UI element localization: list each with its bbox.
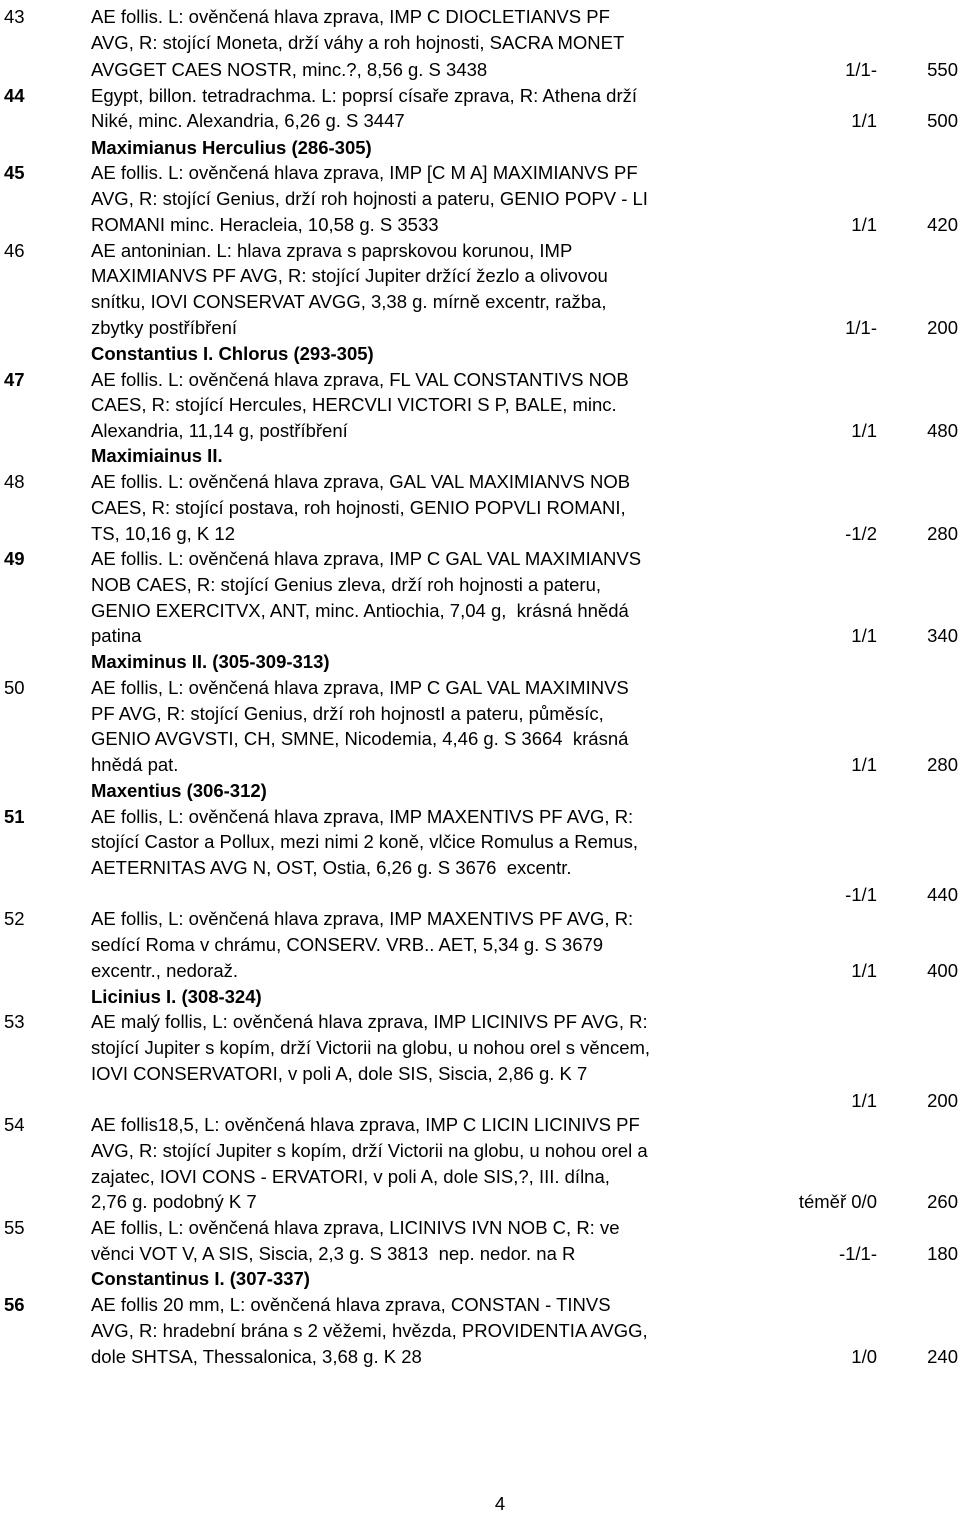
description-line: AE follis, L: ověnčená hlava zprava, IMP C GAL VAL MAXIMINVS <box>91 676 629 698</box>
description-line: hnědá pat. <box>91 753 179 775</box>
lot-price: 550 <box>927 58 958 80</box>
description-line: snítku, IOVI CONSERVAT AVGG, 3,38 g. mírně excentr, ražba, <box>91 291 607 313</box>
lot-grade: 1/1 <box>851 110 877 132</box>
lot-price: 280 <box>927 522 958 544</box>
lot-grade: 1/1 <box>851 959 877 981</box>
description-line: NOB CAES, R: stojící Genius zleva, drží roh hojnosti a pateru, <box>91 573 601 595</box>
lot-price: 200 <box>927 1089 958 1111</box>
lot-grade: 1/0 <box>851 1345 877 1367</box>
description-line: AE malý follis, L: ověnčená hlava zprava, IMP LICINIVS PF AVG, R: <box>91 1011 648 1033</box>
description-line: AE follis. L: ověnčená hlava zprava, IMP C GAL VAL MAXIMIANVS <box>91 548 642 569</box>
lot-number: 56 <box>4 1294 25 1316</box>
description-line: AE follis. L: ověnčená hlava zprava, FL VAL CONSTANTIVS NOB <box>91 368 629 390</box>
description-line: AE follis. L: ověnčená hlava zprava, GAL VAL MAXIMIANVS NOB <box>91 471 631 492</box>
description-line: AE follis 20 mm, L: ověnčená hlava zprava, CONSTAN - TINVS <box>91 1294 611 1316</box>
section-heading: Maximianus Herculius (286-305) <box>91 136 372 158</box>
lot-price: 480 <box>927 419 958 441</box>
lot-price: 180 <box>927 1242 958 1264</box>
description-line: GENIO AVGVSTI, CH, SMNE, Nicodemia, 4,46 g. S 3664 krásná <box>91 728 629 750</box>
description-line: patina <box>91 625 142 647</box>
description-line: ROMANI minc. Heracleia, 10,58 g. S 3533 <box>91 213 439 235</box>
lot-number: 49 <box>4 548 25 569</box>
lot-number: 54 <box>4 1114 25 1136</box>
lot-price: 340 <box>927 625 958 647</box>
lot-price: 420 <box>927 213 958 235</box>
section-heading: Licinius I. (308-324) <box>91 985 262 1007</box>
lot-number: 50 <box>4 676 25 698</box>
lot-grade: 1/1 <box>851 1089 877 1111</box>
lot-number: 51 <box>4 805 25 827</box>
description-line: 2,76 g. podobný K 7 <box>91 1191 257 1213</box>
description-line: AVG, R: stojící Genius, drží roh hojnosti a pateru, GENIO POPV - LI <box>91 188 648 210</box>
lot-price: 500 <box>927 110 958 132</box>
description-line: IOVI CONSERVATORI, v poli A, dole SIS, Siscia, 2,86 g. K 7 <box>91 1062 588 1084</box>
description-line: TS, 10,16 g, K 12 <box>91 522 235 544</box>
lot-grade: 1/1- <box>845 58 877 80</box>
description-line: excentr., nedoraž. <box>91 959 239 981</box>
lot-grade: -1/2 <box>845 522 877 544</box>
lot-grade: 1/1- <box>845 316 877 338</box>
lot-number: 45 <box>4 162 25 184</box>
lot-number: 53 <box>4 1011 25 1033</box>
lot-number: 43 <box>4 6 25 27</box>
description-line: PF AVG, R: stojící Genius, drží roh hojnostI a pateru, půměsíc, <box>91 702 604 724</box>
lot-grade: -1/1 <box>845 883 877 905</box>
description-line: AVG, R: hradební brána s 2 věžemi, hvězda, PROVIDENTIA AVGG, <box>91 1319 648 1341</box>
lot-price: 200 <box>927 316 958 338</box>
lot-grade: -1/1- <box>838 1242 877 1264</box>
section-heading: Maximinus II. (305-309-313) <box>91 651 330 673</box>
description-line: AE follis18,5, L: ověnčená hlava zprava, IMP C LICIN LICINIVS PF <box>91 1114 640 1136</box>
description-line: AE follis, L: ověnčená hlava zprava, IMP MAXENTIVS PF AVG, R: <box>91 908 634 930</box>
description-line: AE antoninian. L: hlava zprava s paprskovou korunou, IMP <box>91 239 573 261</box>
page-number: 4 <box>494 1493 506 1514</box>
description-line: Egypt, billon. tetradrachma. L: poprsí císaře zprava, R: Athena drží <box>91 85 638 107</box>
description-line: dole SHTSA, Thessalonica, 3,68 g. K 28 <box>91 1345 422 1367</box>
description-line: stojící Jupiter s kopím, drží Victorii na globu, u nohou orel s věncem, <box>91 1036 651 1058</box>
lot-number: 55 <box>4 1216 25 1238</box>
description-line: AETERNITAS AVG N, OST, Ostia, 6,26 g. S 3676 excentr. <box>91 856 572 878</box>
section-heading: Constantinus I. (307-337) <box>91 1268 310 1290</box>
lot-grade: 1/1 <box>851 625 877 647</box>
lot-number: 44 <box>4 85 25 107</box>
description-line: Niké, minc. Alexandria, 6,26 g. S 3447 <box>91 110 405 132</box>
description-line: CAES, R: stojící postava, roh hojnosti, GENIO POPVLI ROMANI, <box>91 496 626 518</box>
description-line: Alexandria, 11,14 g, postříbření <box>91 419 348 441</box>
lot-price: 240 <box>927 1345 958 1367</box>
description-line: AVG, R: stojící Jupiter s kopím, drží Victorii na globu, u nohou orel a <box>91 1139 648 1161</box>
description-line: GENIO EXERCITVX, ANT, minc. Antiochia, 7,04 g, krásná hnědá <box>91 599 629 621</box>
description-line: AE follis. L: ověnčená hlava zprava, IMP [C M A] MAXIMIANVS PF <box>91 162 638 184</box>
description-line: AE follis, L: ověnčená hlava zprava, IMP MAXENTIVS PF AVG, R: <box>91 805 634 827</box>
lot-price: 280 <box>927 753 958 775</box>
lot-grade: 1/1 <box>851 213 877 235</box>
lot-grade: 1/1 <box>851 753 877 775</box>
description-line: AE follis, L: ověnčená hlava zprava, LICINIVS IVN NOB C, R: ve <box>91 1216 620 1238</box>
lot-number: 48 <box>4 471 25 492</box>
lot-grade: téměř 0/0 <box>798 1191 877 1213</box>
lot-grade: 1/1 <box>851 419 877 441</box>
description-line: AE follis. L: ověnčená hlava zprava, IMP C DIOCLETIANVS PF <box>91 6 610 27</box>
lot-price: 260 <box>927 1191 958 1213</box>
section-heading: Constantius I. Chlorus (293-305) <box>91 342 374 364</box>
description-line: AVG, R: stojící Moneta, drží váhy a roh hojnosti, SACRA MONET <box>91 31 625 53</box>
description-line: zbytky postříbření <box>91 316 238 338</box>
description-line: věnci VOT V, A SIS, Siscia, 2,3 g. S 3813 nep. nedor. na R <box>91 1242 576 1264</box>
description-line: AVGGET CAES NOSTR, minc.?, 8,56 g. S 3438 <box>91 58 488 80</box>
section-heading: Maximiainus II. <box>91 445 223 467</box>
lot-price: 400 <box>927 959 958 981</box>
section-heading: Maxentius (306-312) <box>91 779 267 801</box>
lot-number: 52 <box>4 908 25 930</box>
description-line: stojící Castor a Pollux, mezi nimi 2 koně, vlčice Romulus a Remus, <box>91 831 638 853</box>
lot-number: 47 <box>4 368 25 390</box>
description-line: sedící Roma v chrámu, CONSERV. VRB.. AET, 5,34 g. S 3679 <box>91 934 604 956</box>
description-line: MAXIMIANVS PF AVG, R: stojící Jupiter držící žezlo a olivovou <box>91 265 608 287</box>
description-line: CAES, R: stojící Hercules, HERCVLI VICTORI S P, BALE, minc. <box>91 394 617 415</box>
lot-number: 46 <box>4 239 25 261</box>
description-line: zajatec, IOVI CONS - ERVATORI, v poli A, dole SIS,?, III. dílna, <box>91 1165 610 1187</box>
lot-price: 440 <box>927 883 958 905</box>
